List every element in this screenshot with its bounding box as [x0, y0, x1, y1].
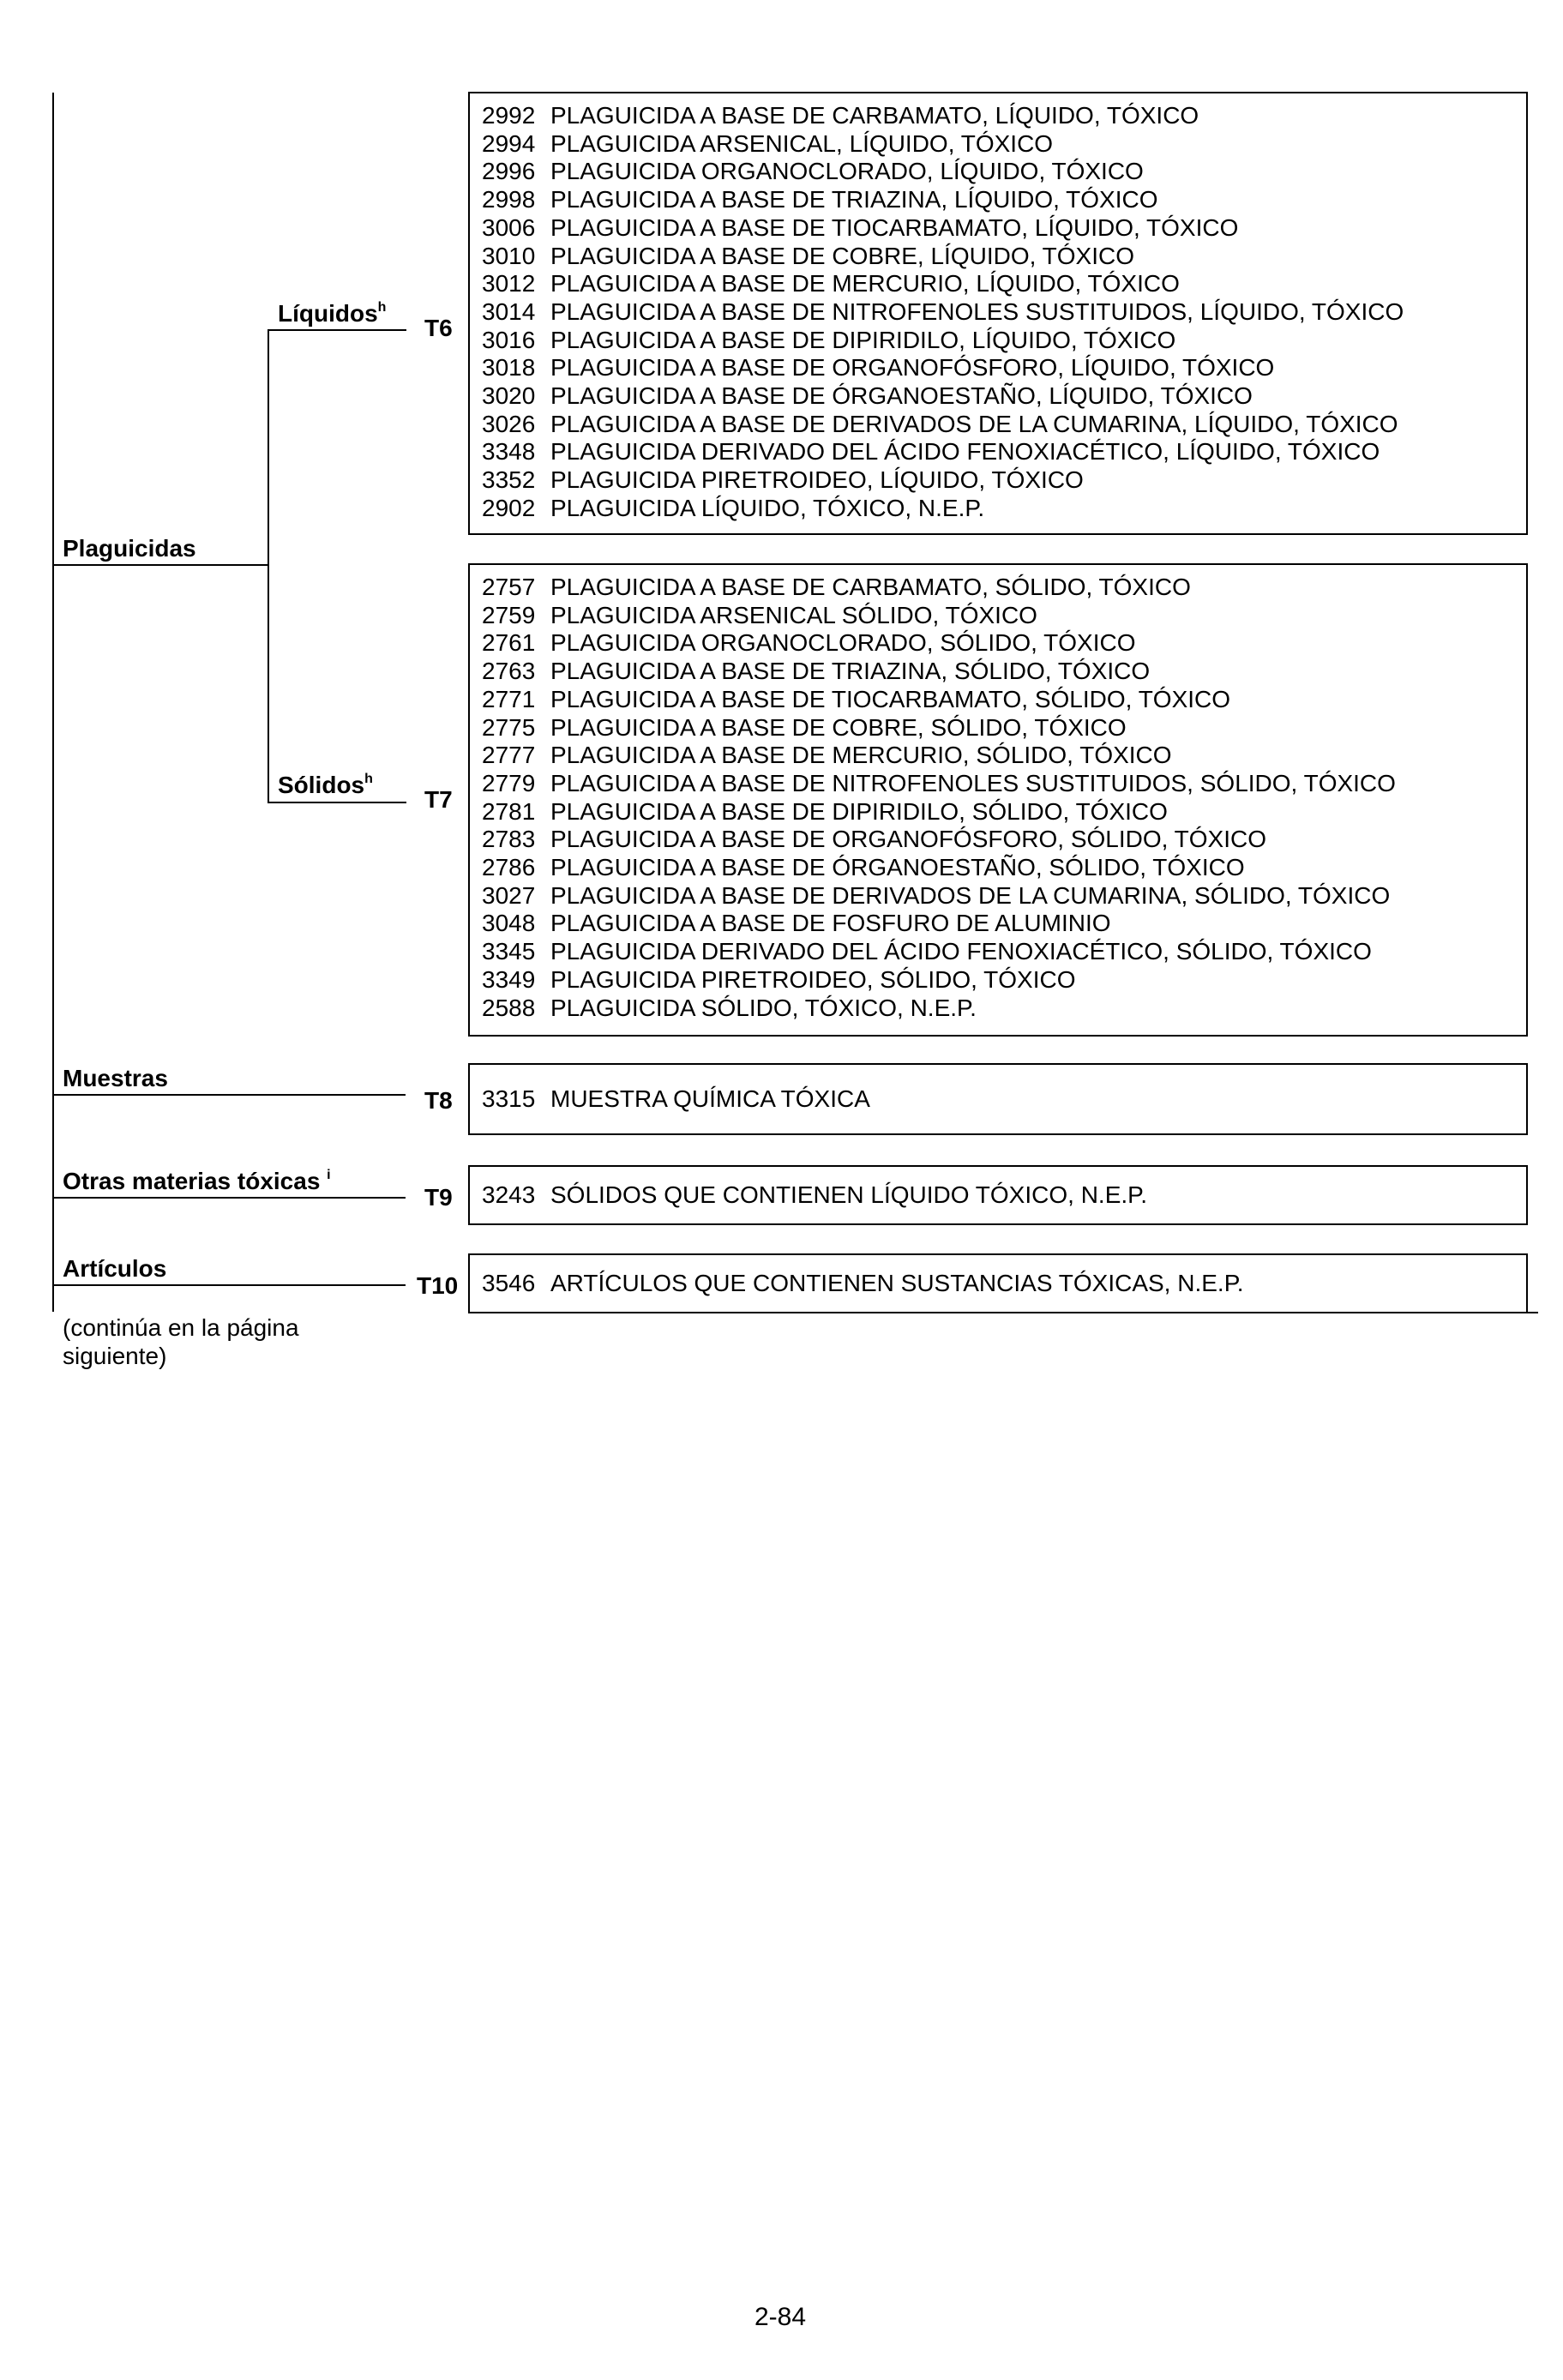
un-number: 2761	[482, 629, 536, 657]
un-number: 2992	[482, 102, 536, 129]
page-number: 2-84	[754, 2303, 807, 2331]
un-entry	[482, 742, 1396, 770]
un-entry	[482, 1181, 1147, 1210]
substance-name: PLAGUICIDA A BASE DE TRIAZINA, LÍQUIDO, TÓXICO	[550, 186, 1158, 213]
code-t9: T9	[424, 1184, 453, 1211]
code-t7: T7	[424, 786, 453, 813]
un-entry	[482, 214, 1404, 243]
substance-name: PLAGUICIDA A BASE DE MERCURIO, SÓLIDO, TÓXICO	[550, 742, 1172, 769]
un-entry	[482, 327, 1404, 355]
substance-name: PLAGUICIDA A BASE DE ORGANOFÓSFORO, SÓLIDO, TÓXICO	[550, 826, 1267, 853]
substance-name: PLAGUICIDA A BASE DE NITROFENOLES SUSTITUIDOS, LÍQUIDO, TÓXICO	[550, 298, 1404, 325]
un-entry	[482, 1270, 1244, 1298]
un-entry	[482, 130, 1404, 159]
un-number: 2775	[482, 713, 536, 741]
un-entry	[482, 102, 1404, 130]
un-number: 3546	[482, 1270, 536, 1296]
otras-entry-list	[482, 1181, 1147, 1210]
un-entry	[482, 882, 1396, 911]
articulos-entry-list	[482, 1270, 1244, 1298]
substance-name: PLAGUICIDA A BASE DE COBRE, LÍQUIDO, TÓXICO	[550, 242, 1135, 269]
un-number: 2588	[482, 994, 536, 1021]
un-number: 2781	[482, 797, 536, 825]
otras-label: Otras materias tóxicas $^i$	[63, 1167, 331, 1194]
un-entry	[482, 411, 1404, 439]
substance-name: PLAGUICIDA A BASE DE ÓRGANOESTAÑO, LÍQUIDO, TÓXICO	[550, 382, 1253, 410]
un-entry	[482, 686, 1396, 714]
plaguicidas-sub-trunk	[268, 329, 269, 802]
un-entry	[482, 158, 1404, 186]
un-number: 2779	[482, 769, 536, 796]
un-entry	[482, 382, 1404, 411]
un-number: 2759	[482, 601, 536, 628]
substance-name: PLAGUICIDA A BASE DE COBRE, SÓLIDO, TÓXICO	[550, 713, 1127, 741]
otras-branch-line	[52, 1197, 406, 1199]
un-number: 3026	[482, 410, 536, 437]
un-number: 2994	[482, 129, 536, 157]
liquidos-label: Líquidos$^h$	[278, 299, 387, 327]
plaguicidas-branch-line	[52, 564, 269, 566]
substance-name: PLAGUICIDA A BASE DE DIPIRIDILO, LÍQUIDO, TÓXICO	[550, 326, 1176, 353]
un-number: 2763	[482, 658, 536, 685]
un-entry	[482, 995, 1396, 1023]
substance-name: PLAGUICIDA A BASE DE DERIVADOS DE LA CUMARINA, SÓLIDO, TÓXICO	[550, 881, 1391, 909]
un-number: 3048	[482, 910, 536, 937]
muestras-label: Muestras	[63, 1065, 168, 1091]
un-entry	[482, 1085, 870, 1114]
otras-entries-box	[468, 1165, 1528, 1225]
un-entry	[482, 798, 1396, 826]
substance-name: PLAGUICIDA LÍQUIDO, TÓXICO, N.E.P.	[550, 494, 985, 521]
un-number: 3345	[482, 938, 536, 965]
substance-name: PLAGUICIDA DERIVADO DEL ÁCIDO FENOXIACÉTICO, LÍQUIDO, TÓXICO	[550, 438, 1380, 466]
un-entry	[482, 826, 1396, 854]
un-number: 3010	[482, 242, 536, 269]
substance-name: PLAGUICIDA A BASE DE CARBAMATO, SÓLIDO, TÓXICO	[550, 574, 1191, 600]
substance-name: PLAGUICIDA ARSENICAL SÓLIDO, TÓXICO	[550, 601, 1037, 628]
continuation-note: (continúa en la página siguiente)	[63, 1314, 299, 1369]
substance-name: PLAGUICIDA PIRETROIDEO, LÍQUIDO, TÓXICO	[550, 466, 1084, 494]
un-entry	[482, 354, 1404, 382]
substance-name: PLAGUICIDA DERIVADO DEL ÁCIDO FENOXIACÉTICO, SÓLIDO, TÓXICO	[550, 938, 1372, 965]
substance-name: PLAGUICIDA ARSENICAL, LÍQUIDO, TÓXICO	[550, 129, 1054, 157]
un-entry	[482, 629, 1396, 658]
un-entry	[482, 495, 1404, 523]
substance-name: PLAGUICIDA A BASE DE DERIVADOS DE LA CUMARINA, LÍQUIDO, TÓXICO	[550, 410, 1398, 437]
un-number: 2998	[482, 186, 536, 213]
un-number: 3027	[482, 881, 536, 909]
main-trunk-line	[52, 93, 54, 1312]
un-number: 3018	[482, 354, 536, 382]
un-number: 2786	[482, 854, 536, 881]
un-entry	[482, 854, 1396, 882]
substance-name: PLAGUICIDA A BASE DE ORGANOFÓSFORO, LÍQUIDO, TÓXICO	[550, 354, 1275, 382]
liquidos-entry-list	[482, 102, 1404, 523]
un-entry	[482, 186, 1404, 214]
articulos-label: Artículos	[63, 1255, 167, 1282]
muestras-entries-box	[468, 1063, 1528, 1135]
substance-name: PLAGUICIDA A BASE DE TRIAZINA, SÓLIDO, TÓXICO	[550, 658, 1151, 685]
un-number: 2902	[482, 494, 536, 521]
muestras-entry-list	[482, 1085, 870, 1114]
substance-name: PLAGUICIDA ORGANOCLORADO, LÍQUIDO, TÓXICO	[550, 158, 1144, 185]
un-number: 2757	[482, 574, 536, 600]
un-entry	[482, 602, 1396, 630]
un-number: 3012	[482, 270, 536, 298]
code-t10: T10	[417, 1272, 459, 1299]
liquidos-entries-box	[468, 92, 1528, 535]
solidos-entries-box	[468, 563, 1528, 1037]
substance-name: PLAGUICIDA ORGANOCLORADO, SÓLIDO, TÓXICO	[550, 629, 1136, 657]
un-number: 3014	[482, 298, 536, 325]
un-number: 3348	[482, 438, 536, 466]
un-number: 3016	[482, 326, 536, 353]
un-number: 3352	[482, 466, 536, 494]
muestras-branch-line	[52, 1094, 406, 1096]
substance-name: PLAGUICIDA PIRETROIDEO, SÓLIDO, TÓXICO	[550, 965, 1076, 993]
un-entry	[482, 466, 1404, 495]
articulos-entries-box	[468, 1253, 1528, 1313]
un-number: 3315	[482, 1085, 536, 1112]
solidos-footnote-mark: h	[364, 771, 373, 786]
liquidos-branch-line	[268, 329, 406, 331]
un-number: 3020	[482, 382, 536, 410]
liquidos-footnote-mark: h	[377, 299, 387, 315]
un-entry	[482, 574, 1396, 602]
un-entry	[482, 966, 1396, 995]
un-number: 2771	[482, 685, 536, 712]
substance-name: PLAGUICIDA A BASE DE CARBAMATO, LÍQUIDO, TÓXICO	[550, 102, 1199, 129]
substance-name: PLAGUICIDA A BASE DE MERCURIO, LÍQUIDO, TÓXICO	[550, 270, 1180, 298]
un-number: 2996	[482, 158, 536, 185]
un-number: 3349	[482, 965, 536, 993]
otras-footnote-mark: i	[327, 1167, 331, 1182]
substance-name: MUESTRA QUÍMICA TÓXICA	[550, 1085, 870, 1112]
un-entry	[482, 658, 1396, 686]
articulos-branch-line	[52, 1284, 406, 1286]
substance-name: PLAGUICIDA A BASE DE TIOCARBAMATO, LÍQUIDO, TÓXICO	[550, 213, 1239, 241]
solidos-entry-list	[482, 574, 1396, 1022]
un-entry	[482, 938, 1396, 966]
un-entry	[482, 438, 1404, 466]
solidos-branch-line	[268, 802, 406, 803]
un-number: 3243	[482, 1181, 536, 1208]
substance-name: PLAGUICIDA SÓLIDO, TÓXICO, N.E.P.	[550, 994, 977, 1021]
substance-name: SÓLIDOS QUE CONTIENEN LÍQUIDO TÓXICO, N.E.P.	[550, 1181, 1147, 1208]
articulos-box-tail-line	[1526, 1312, 1538, 1313]
substance-name: ARTÍCULOS QUE CONTIENEN SUSTANCIAS TÓXICAS, N.E.P.	[550, 1270, 1244, 1296]
substance-name: PLAGUICIDA A BASE DE ÓRGANOESTAÑO, SÓLIDO, TÓXICO	[550, 854, 1245, 881]
substance-name: PLAGUICIDA A BASE DE NITROFENOLES SUSTITUIDOS, SÓLIDO, TÓXICO	[550, 769, 1396, 796]
code-t6: T6	[424, 315, 453, 341]
plaguicidas-label: Plaguicidas	[63, 535, 196, 562]
substance-name: PLAGUICIDA A BASE DE TIOCARBAMATO, SÓLIDO, TÓXICO	[550, 685, 1231, 712]
un-entry	[482, 298, 1404, 327]
substance-name: PLAGUICIDA A BASE DE DIPIRIDILO, SÓLIDO, TÓXICO	[550, 797, 1168, 825]
code-t8: T8	[424, 1087, 453, 1114]
un-entry	[482, 714, 1396, 742]
un-entry	[482, 243, 1404, 271]
substance-name: PLAGUICIDA A BASE DE FOSFURO DE ALUMINIO	[550, 910, 1111, 937]
un-entry	[482, 910, 1396, 938]
solidos-label: Sólidos$^h$	[278, 771, 373, 798]
un-number: 2777	[482, 742, 536, 769]
un-entry	[482, 770, 1396, 798]
un-number: 3006	[482, 213, 536, 241]
un-entry	[482, 270, 1404, 298]
un-number: 2783	[482, 826, 536, 853]
